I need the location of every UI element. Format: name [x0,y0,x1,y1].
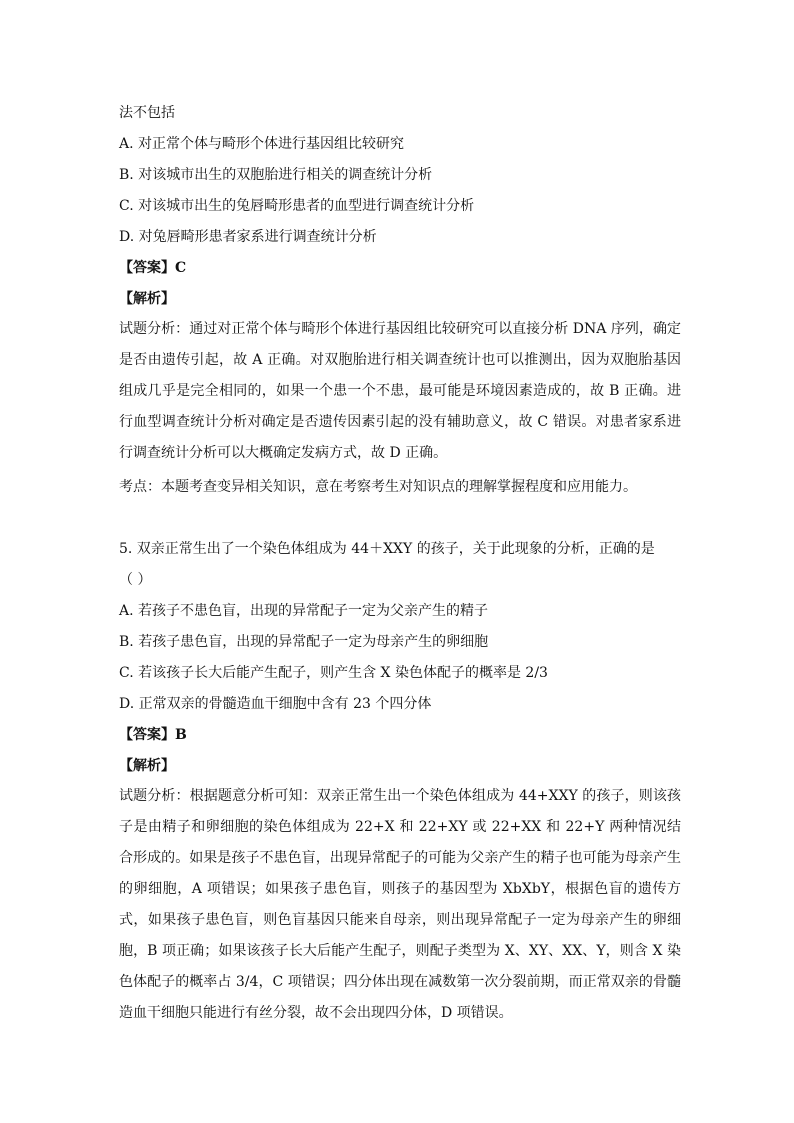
q5-option-b: B. 若孩子患色盲，出现的异常配子一定为母亲产生的卵细胞 [119,634,489,650]
q5-option-c: C. 若该孩子长大后能产生配子，则产生含 X 染色体配子的概率是 2/3 [119,665,548,681]
q5-stem: 5. 双亲正常生出了一个染色体组成为 44＋XXY 的孩子，关于此现象的分析，正确的是 [119,541,655,557]
q4-option-c: C. 对该城市出生的兔唇畸形患者的血型进行调查统计分析 [119,198,475,214]
q5-answer: 【答案】B [119,727,187,743]
q5-option-d: D. 正常双亲的骨髓造血干细胞中含有 23 个四分体 [119,696,432,712]
q4-option-a: A. 对正常个体与畸形个体进行基因组比较研究 [119,136,405,152]
q4-analysis-text: 试题分析：通过对正常个体与畸形个体进行基因组比较研究可以直接分析 DNA 序列，确定是否由遗传引起，故 A 正确。对双胞胎进行相关调查统计也可以推测出，因为双胞胎基因组成几乎是完全相同的，如果一个患一个不患，最可能是环境因素造成的，故 B 正确。进行血型调查统计分析对确定是否遗传因素引起的没有辅助意义，故 C 错误。对患者家系进行调查统计分析可以大概确定发病方式，故 D 正确。 [119,321,681,461]
q5-analysis-header: 【解析】 [119,758,175,774]
q4-option-b: B. 对该城市出生的双胞胎进行相关的调查统计分析 [119,167,433,183]
q5-option-a: A. 若孩子不患色盲，出现的异常配子一定为父亲产生的精子 [119,603,489,619]
q4-analysis-header: 【解析】 [119,291,175,307]
q4-stem-tail: 法不包括 [119,105,175,121]
q4-option-d: D. 对兔唇畸形患者家系进行调查统计分析 [119,229,377,245]
q5-analysis-text: 试题分析：根据题意分析可知：双亲正常生出一个染色体组成为 44+XXY 的孩子，则该孩子是由精子和卵细胞的染色体组成为 22+X 和 22+XY 或 22+XX 和 22+Y 两种情况结合形成的。如果是孩子不患色盲，出现异常配子的可能为父亲产生的精子也可能为母亲产生的卵细胞，A 项错误；如果孩子患色盲，则孩子的基因型为 XbXbY，根据色盲的遗传方式，如果孩子患色盲，则色盲基因只能来自母亲，则出现异常配子一定为母亲产生的卵细胞，B 项正确；如果该孩子长大后能产生配子，则配子类型为 X、XY、XX、Y，则含 X 染色体配子的概率占 3/4，C 项错误；四分体出现在减数第一次分裂前期，而正常双亲的骨髓造血干细胞只能进行有丝分裂，故不会出现四分体，D 项错误。 [119,788,681,1021]
q4-answer: 【答案】C [119,260,187,276]
q4-kaodian: 考点：本题考查变异相关知识，意在考察考生对知识点的理解掌握程度和应用能力。 [119,479,637,495]
q5-stem-paren: （ ） [119,572,152,588]
